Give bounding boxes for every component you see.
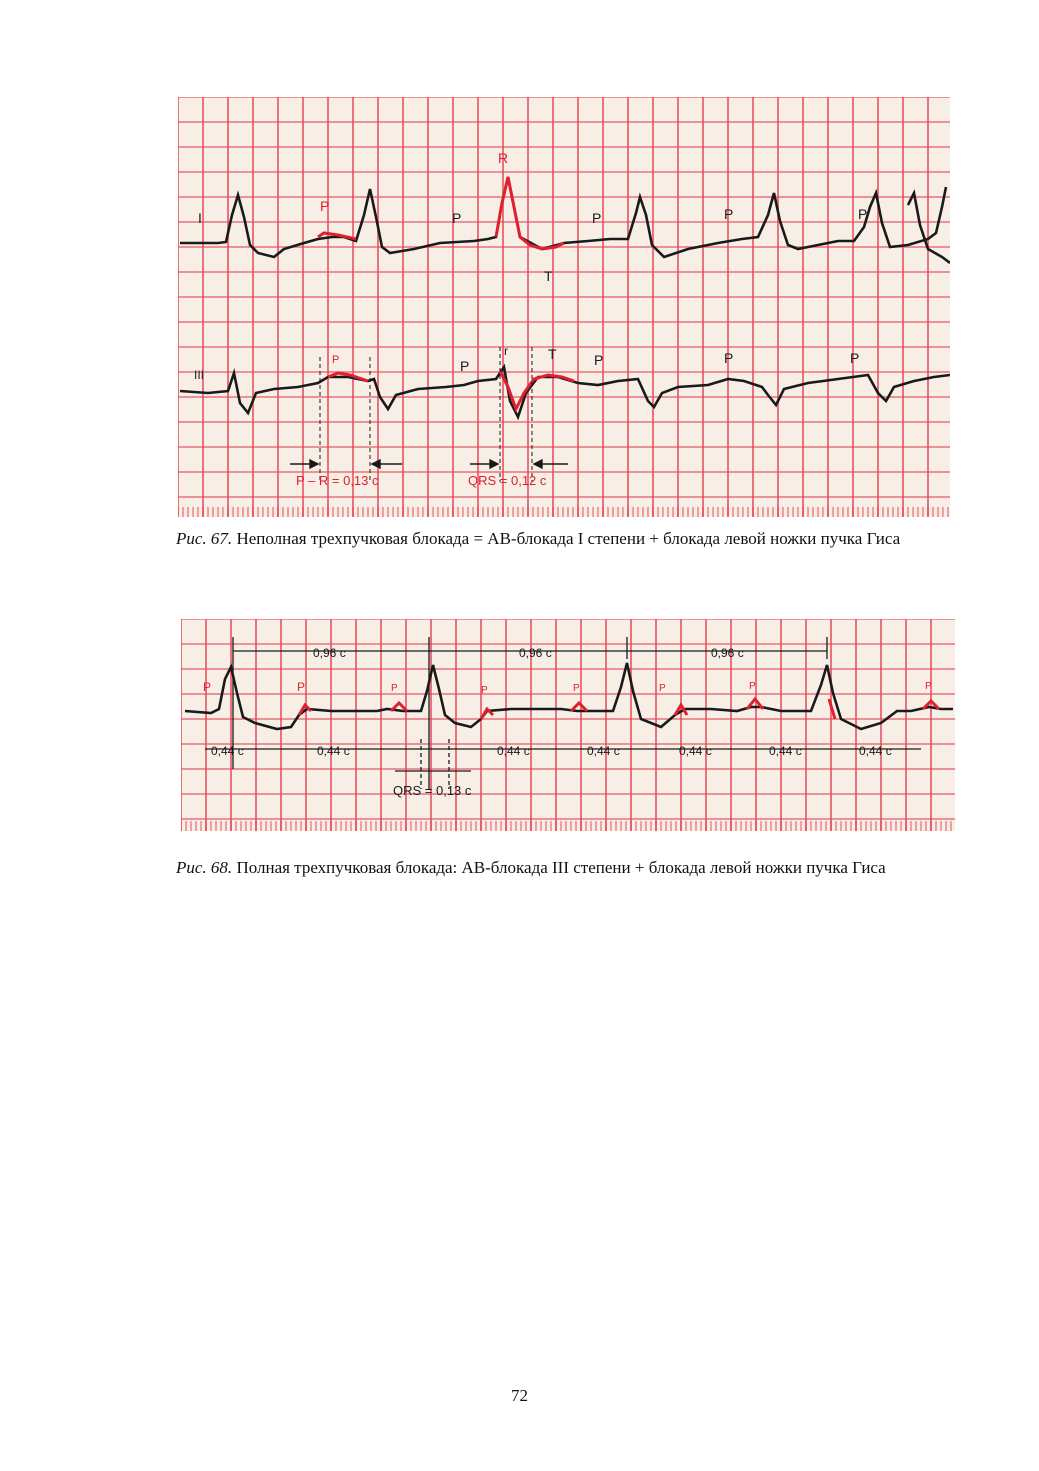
lead-iii-label: III <box>194 368 205 382</box>
pp-interval-label: 0,44 с <box>769 744 802 758</box>
wave-label: P <box>460 358 470 374</box>
wave-label: T <box>548 346 557 362</box>
p-wave-label: P <box>203 680 212 694</box>
pp-interval-label: 0,44 с <box>679 744 712 758</box>
pp-interval-label: 0,44 с <box>211 744 244 758</box>
wave-label: T <box>544 268 553 284</box>
figure-68-caption <box>144 856 958 879</box>
p-wave-label: P <box>297 680 306 694</box>
figure-67-caption-label: Рис. 67. <box>176 529 233 548</box>
p-wave-label: P <box>925 681 932 692</box>
figure-67-caption <box>144 527 958 550</box>
figure-68-caption-text: Полная трехпучковая блокада: АВ-блокада III степени + блокада левой ножки пучка Гиса <box>236 858 886 877</box>
wave-label: P <box>724 350 734 366</box>
wave-label: P <box>332 354 340 366</box>
ecg-figure-68 <box>181 619 955 831</box>
wave-label: R <box>498 150 509 166</box>
rr-interval-label: 0,96 с <box>711 646 744 660</box>
p-wave-label: P <box>749 681 756 692</box>
wave-label: r <box>504 344 508 358</box>
wave-label: P <box>452 210 462 226</box>
figure-67-caption-text: Неполная трехпучковая блокада = АВ-блокада I степени + блокада левой ножки пучка Гиса <box>236 529 901 548</box>
pr-interval-label: P – R = 0,13 с <box>296 473 379 488</box>
pp-interval-label: 0,44 с <box>317 744 350 758</box>
qrs-duration-label: QRS = 0,12 с <box>468 473 547 488</box>
p-wave-label: P <box>481 685 488 696</box>
wave-label: P <box>850 350 860 366</box>
wave-label: P <box>594 352 604 368</box>
wave-label: P <box>858 206 868 222</box>
pp-interval-label: 0,44 с <box>859 744 892 758</box>
page-number: 72 <box>511 1386 528 1405</box>
figure-68-caption-label: Рис. 68. <box>176 858 233 877</box>
rr-interval-label: 0,96 с <box>519 646 552 660</box>
wave-label: P <box>592 210 602 226</box>
p-wave-label: P <box>659 683 666 694</box>
pp-interval-label: 0,44 с <box>587 744 620 758</box>
qrs-duration-label: QRS = 0,13 с <box>393 783 472 798</box>
rr-interval-label: 0,96 с <box>313 646 346 660</box>
p-wave-label: P <box>391 683 398 694</box>
p-wave-label: P <box>573 683 580 694</box>
wave-label: P <box>724 206 734 222</box>
ecg-figure-67 <box>178 97 950 517</box>
pp-interval-label: 0,44 с <box>497 744 530 758</box>
lead-i-label: I <box>198 210 202 226</box>
wave-label: P <box>320 198 330 214</box>
